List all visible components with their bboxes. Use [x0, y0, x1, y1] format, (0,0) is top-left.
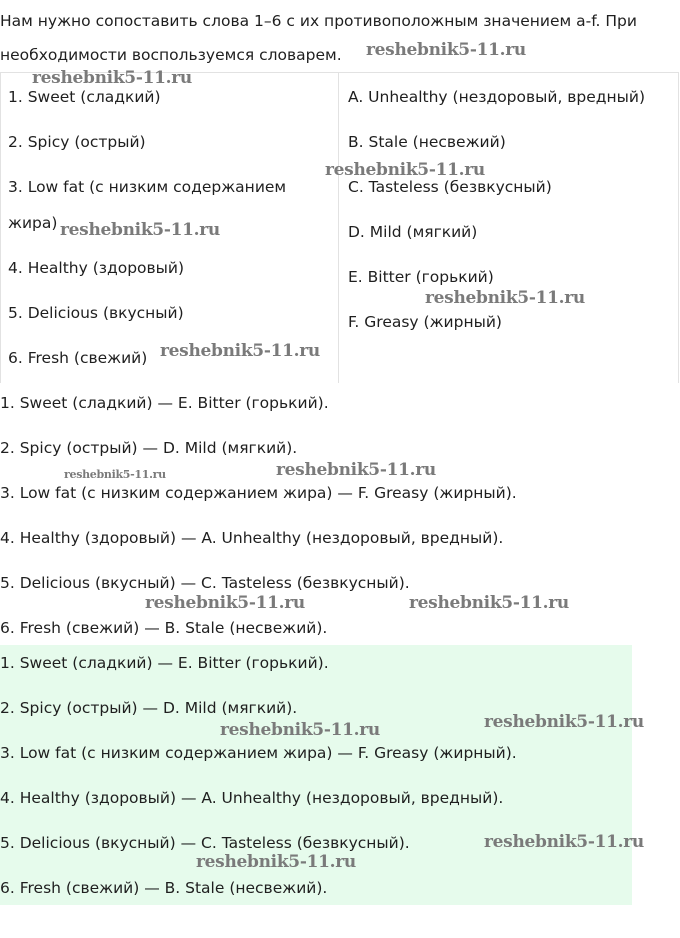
answer-line-highlighted: 2. Spicy (острый) — D. Mild (мягкий).: [0, 699, 298, 717]
watermark: reshebnik5-11.ru: [145, 593, 305, 613]
watermark: reshebnik5-11.ru: [409, 593, 569, 613]
table-right-cell: D. Mild (мягкий): [348, 223, 478, 241]
table-left-cell: 4. Healthy (здоровый): [8, 259, 185, 277]
answer-line: 1. Sweet (сладкий) — E. Bitter (горький).: [0, 394, 329, 412]
answer-line: 2. Spicy (острый) — D. Mild (мягкий).: [0, 439, 298, 457]
table-right-cell: B. Stale (несвежий): [348, 133, 506, 151]
table-left-cell: 1. Sweet (сладкий): [8, 88, 161, 106]
table-right-cell: F. Greasy (жирный): [348, 313, 502, 331]
watermark: reshebnik5-11.ru: [64, 468, 166, 481]
table-right-cell: E. Bitter (горький): [348, 268, 494, 286]
answer-line-highlighted: 3. Low fat (с низким содержанием жира) — F. Greasy (жирный).: [0, 744, 517, 762]
column-divider: [338, 72, 339, 383]
answer-line-highlighted: 1. Sweet (сладкий) — E. Bitter (горький).: [0, 654, 329, 672]
watermark: reshebnik5-11.ru: [60, 220, 220, 240]
table-right-cell: A. Unhealthy (нездоровый, вредный): [348, 88, 646, 106]
watermark: reshebnik5-11.ru: [32, 68, 192, 88]
watermark: reshebnik5-11.ru: [425, 288, 585, 308]
answer-line: 6. Fresh (свежий) — B. Stale (несвежий).: [0, 619, 328, 637]
watermark: reshebnik5-11.ru: [220, 720, 380, 740]
answer-line: 4. Healthy (здоровый) — A. Unhealthy (нездоровый, вредный).: [0, 529, 504, 547]
table-left-cell: жира): [8, 214, 58, 232]
answer-line-highlighted: 4. Healthy (здоровый) — A. Unhealthy (нездоровый, вредный).: [0, 789, 504, 807]
watermark: reshebnik5-11.ru: [325, 160, 485, 180]
watermark: reshebnik5-11.ru: [366, 40, 526, 60]
watermark: reshebnik5-11.ru: [160, 341, 320, 361]
watermark: reshebnik5-11.ru: [484, 832, 644, 852]
answer-line: 5. Delicious (вкусный) — C. Tasteless (безвкусный).: [0, 574, 410, 592]
task-description: Нам нужно сопоставить слова 1–6 с их противоположным значением a-f. При необходимости воспользуемся словарем.: [0, 12, 637, 64]
watermark: reshebnik5-11.ru: [196, 852, 356, 872]
table-left-cell: 3. Low fat (с низким содержанием: [8, 178, 287, 196]
table-left-cell: 5. Delicious (вкусный): [8, 304, 184, 322]
table-left-cell: 6. Fresh (свежий): [8, 349, 148, 367]
table-right-cell: C. Tasteless (безвкусный): [348, 178, 552, 196]
answer-line: 3. Low fat (с низким содержанием жира) — F. Greasy (жирный).: [0, 484, 517, 502]
answer-line-highlighted: 5. Delicious (вкусный) — C. Tasteless (безвкусный).: [0, 834, 410, 852]
watermark: reshebnik5-11.ru: [484, 712, 644, 732]
answer-line-highlighted: 6. Fresh (свежий) — B. Stale (несвежий).: [0, 879, 328, 897]
table-left-cell: 2. Spicy (острый): [8, 133, 146, 151]
watermark: reshebnik5-11.ru: [276, 460, 436, 480]
